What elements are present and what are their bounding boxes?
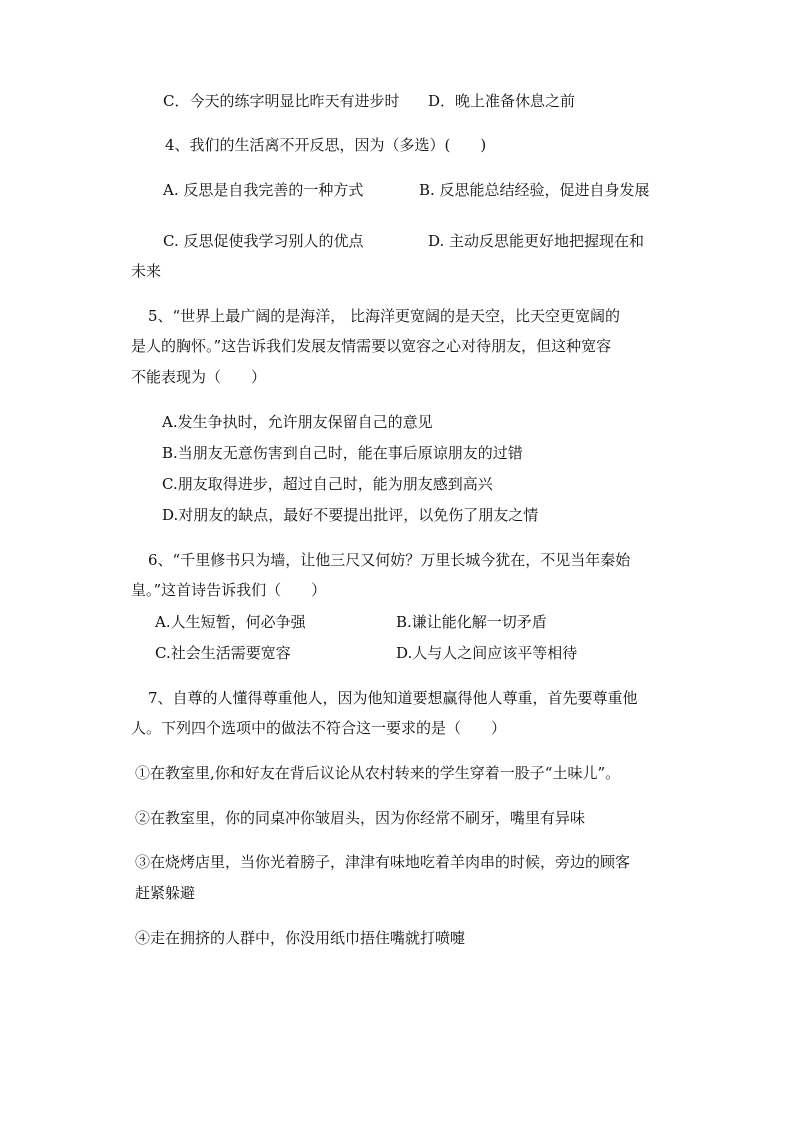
q4-option-c: C. 反思促使我学习别人的优点	[163, 232, 364, 250]
q4-option-d: D. 主动反思能更好地把握现在和	[428, 232, 645, 250]
q4-stem: 4、我们的生活离不开反思，因为（多选）( )	[165, 136, 487, 154]
q4-option-a: A. 反思是自我完善的一种方式	[163, 181, 364, 199]
q7-item-3-line-2: 赶紧躲避	[135, 884, 196, 902]
q5-stem-line-2: 是人的胸怀。”这告诉我们发展友情需要以宽容之心对待朋友，但这种宽容	[131, 337, 612, 355]
q5-option-d: D.对朋友的缺点，最好不要提出批评，以免伤了朋友之情	[162, 506, 539, 524]
q6-stem-line-2: 皇。”这首诗告诉我们（ ）	[131, 581, 327, 599]
q5-option-b: B.当朋友无意伤害到自己时，能在事后原谅朋友的过错	[162, 444, 523, 462]
q7-stem-line-2: 人。下列四个选项中的做法不符合这一要求的是（ ）	[131, 719, 507, 737]
q7-item-1: ①在教室里,你和好友在背后议论从农村转来的学生穿着一股子“土味儿”。	[135, 764, 621, 782]
q5-option-c: C.朋友取得进步，超过自己时，能为朋友感到高兴	[162, 475, 493, 493]
q5-stem-line-3: 不能表现为（ ）	[131, 368, 267, 386]
q7-stem-line-1: 7、自尊的人懂得尊重他人，因为他知道要想赢得他人尊重，首先要尊重他	[148, 689, 638, 707]
q4-option-d-continued: 未来	[131, 262, 162, 280]
q7-item-2: ②在教室里，你的同桌冲你皱眉头，因为你经常不刷牙，嘴里有异味	[135, 809, 586, 827]
q7-item-4: ④走在拥挤的人群中，你没用纸巾捂住嘴就打喷嚏	[135, 929, 466, 947]
q6-option-d: D.人与人之间应该平等相待	[396, 644, 578, 662]
q3-option-d: D．晚上准备休息之前	[428, 92, 576, 110]
q7-item-3-line-1: ③在烧烤店里，当你光着膀子，津津有味地吃着羊肉串的时候，旁边的顾客	[135, 853, 631, 871]
q5-stem-line-1: 5、“世界上最广阔的是海洋， 比海洋更宽阔的是天空，比天空更宽阔的	[148, 307, 620, 325]
q3-option-c: C．今天的练字明显比昨天有进步时	[163, 92, 400, 110]
q6-option-c: C.社会生活需要宽容	[155, 644, 291, 662]
q6-stem-line-1: 6、“千里修书只为墙，让他三尺又何妨？万里长城今犹在，不见当年秦始	[148, 551, 631, 569]
q6-option-b: B.谦让能化解一切矛盾	[396, 613, 547, 631]
q4-option-b: B. 反思能总结经验，促进自身发展	[419, 181, 650, 199]
q5-option-a: A.发生争执时，允许朋友保留自己的意见	[162, 413, 433, 431]
q6-option-a: A.人生短暂，何必争强	[155, 613, 306, 631]
